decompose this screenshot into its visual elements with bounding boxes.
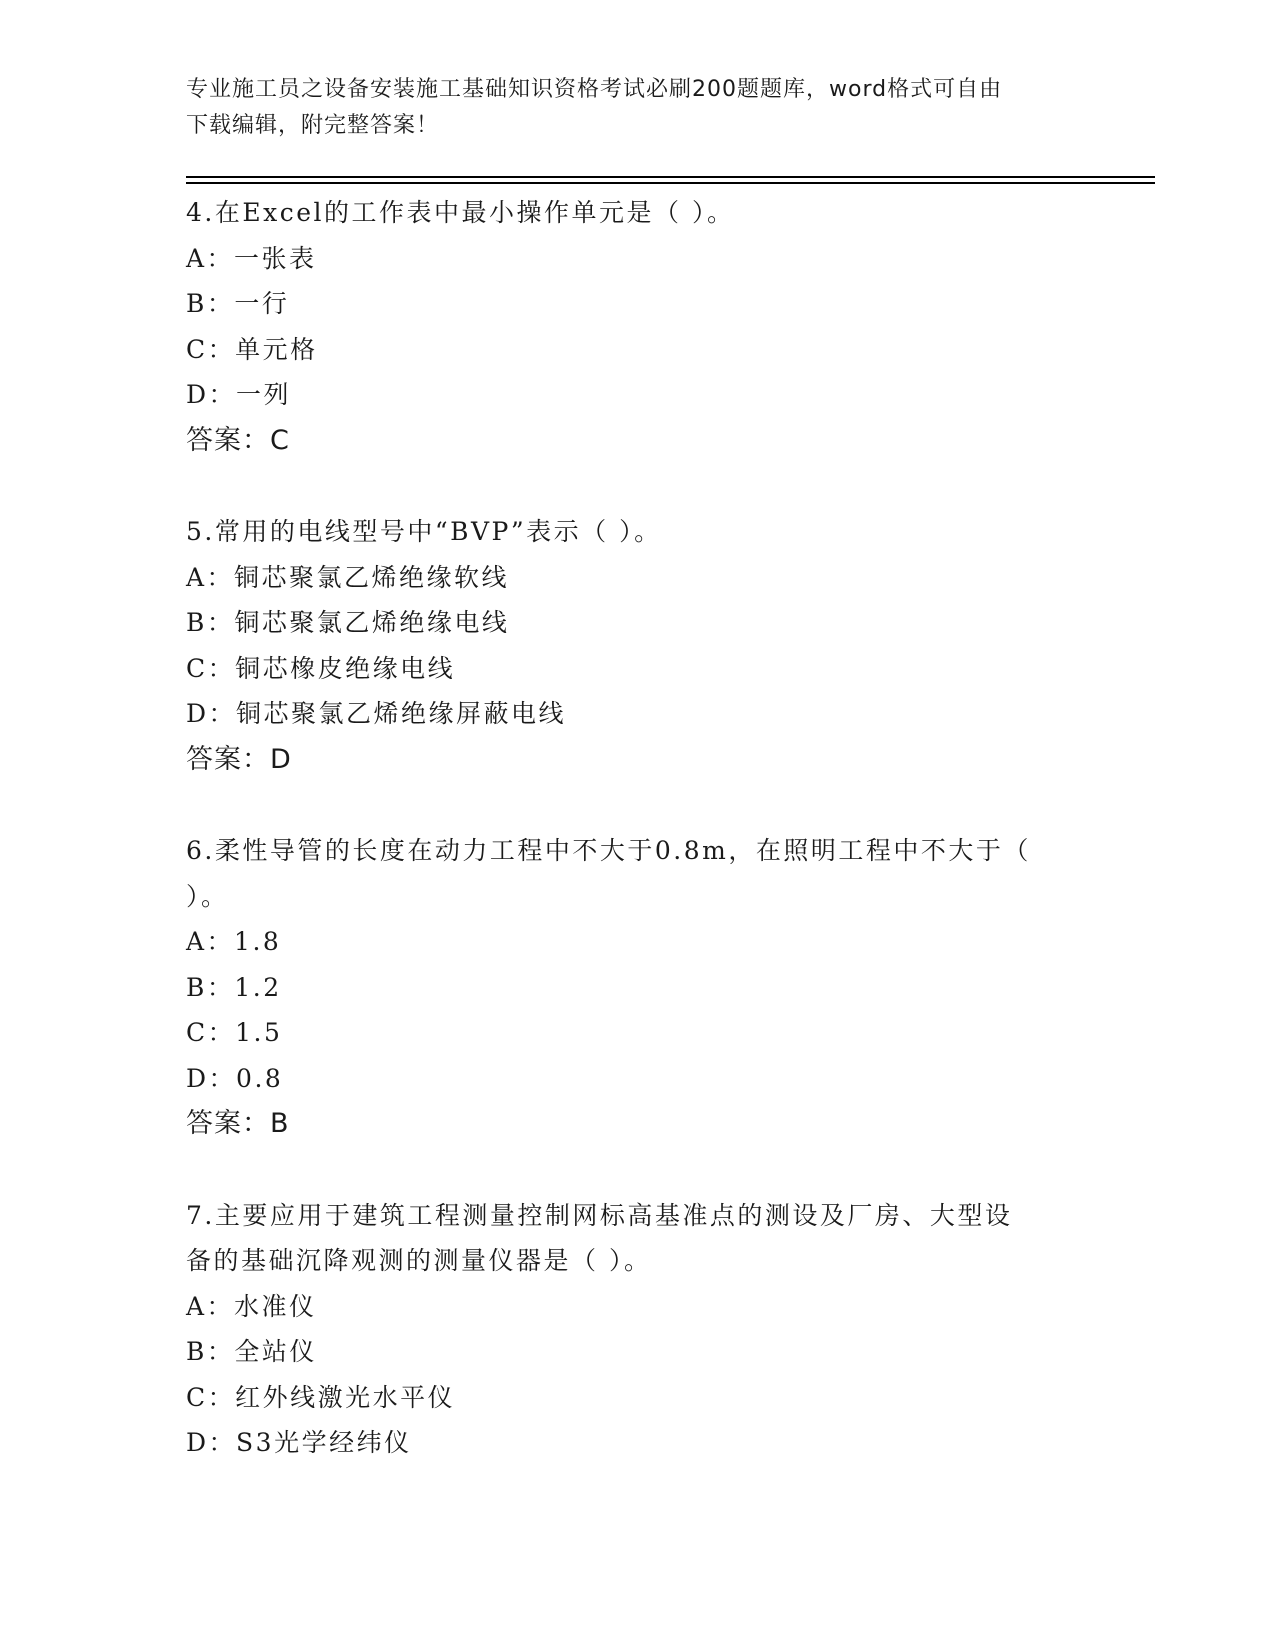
option-b: B：全站仪 (186, 1337, 317, 1366)
header-title-line-2: 下载编辑，附完整答案！ (186, 113, 440, 138)
option-d: D：一列 (186, 380, 292, 409)
answer: 答案：C (186, 424, 290, 456)
option-d: D：铜芯聚氯乙烯绝缘屏蔽电线 (186, 699, 567, 728)
option-b: B：铜芯聚氯乙烯绝缘电线 (186, 608, 510, 637)
option-d: D：S3光学经纬仪 (186, 1428, 412, 1457)
option-a: A：1.8 (186, 927, 282, 956)
header-title-line-1: 专业施工员之设备安装施工基础知识资格考试必刷200题题库，word格式可自由 (186, 77, 1003, 102)
option-d: D：0.8 (186, 1063, 284, 1093)
option-c: C：单元格 (186, 334, 318, 364)
question-6 (186, 828, 1086, 1147)
option-b: B：1.2 (186, 972, 282, 1002)
option-c: C：红外线激光水平仪 (186, 1382, 456, 1412)
option-c: C：1.5 (186, 1018, 283, 1047)
option-b: B：一行 (186, 289, 290, 318)
question-stem: 4.在Excel的工作表中最小操作单元是（ ）。 (186, 198, 735, 227)
question-4 (186, 190, 1086, 463)
question-7 (186, 1193, 1086, 1466)
header-divider-bottom (186, 182, 1155, 184)
answer: 答案：B (186, 1108, 290, 1139)
answer: 答案：D (186, 743, 292, 775)
option-c: C：铜芯橡皮绝缘电线 (186, 653, 456, 683)
header-divider-top (186, 176, 1155, 178)
document-header (186, 72, 1086, 144)
question-stem-line-2: 备的基础沉降观测的测量仪器是（ ）。 (186, 1246, 652, 1275)
option-a: A：一张表 (186, 243, 317, 273)
option-a: A：铜芯聚氯乙烯绝缘软线 (186, 562, 510, 592)
question-stem: 5.常用的电线型号中“BVP”表示（ ）。 (186, 517, 662, 546)
question-list (186, 190, 1086, 1512)
question-stem-line-2: ）。 (186, 881, 229, 911)
option-a: A：水准仪 (186, 1291, 317, 1321)
question-5 (186, 509, 1086, 782)
question-stem-line-1: 6.柔性导管的长度在动力工程中不大于0.8m，在照明工程中不大于（ (186, 836, 1031, 865)
question-stem-line-1: 7.主要应用于建筑工程测量控制网标高基准点的测设及厂房、大型设 (186, 1200, 1013, 1230)
